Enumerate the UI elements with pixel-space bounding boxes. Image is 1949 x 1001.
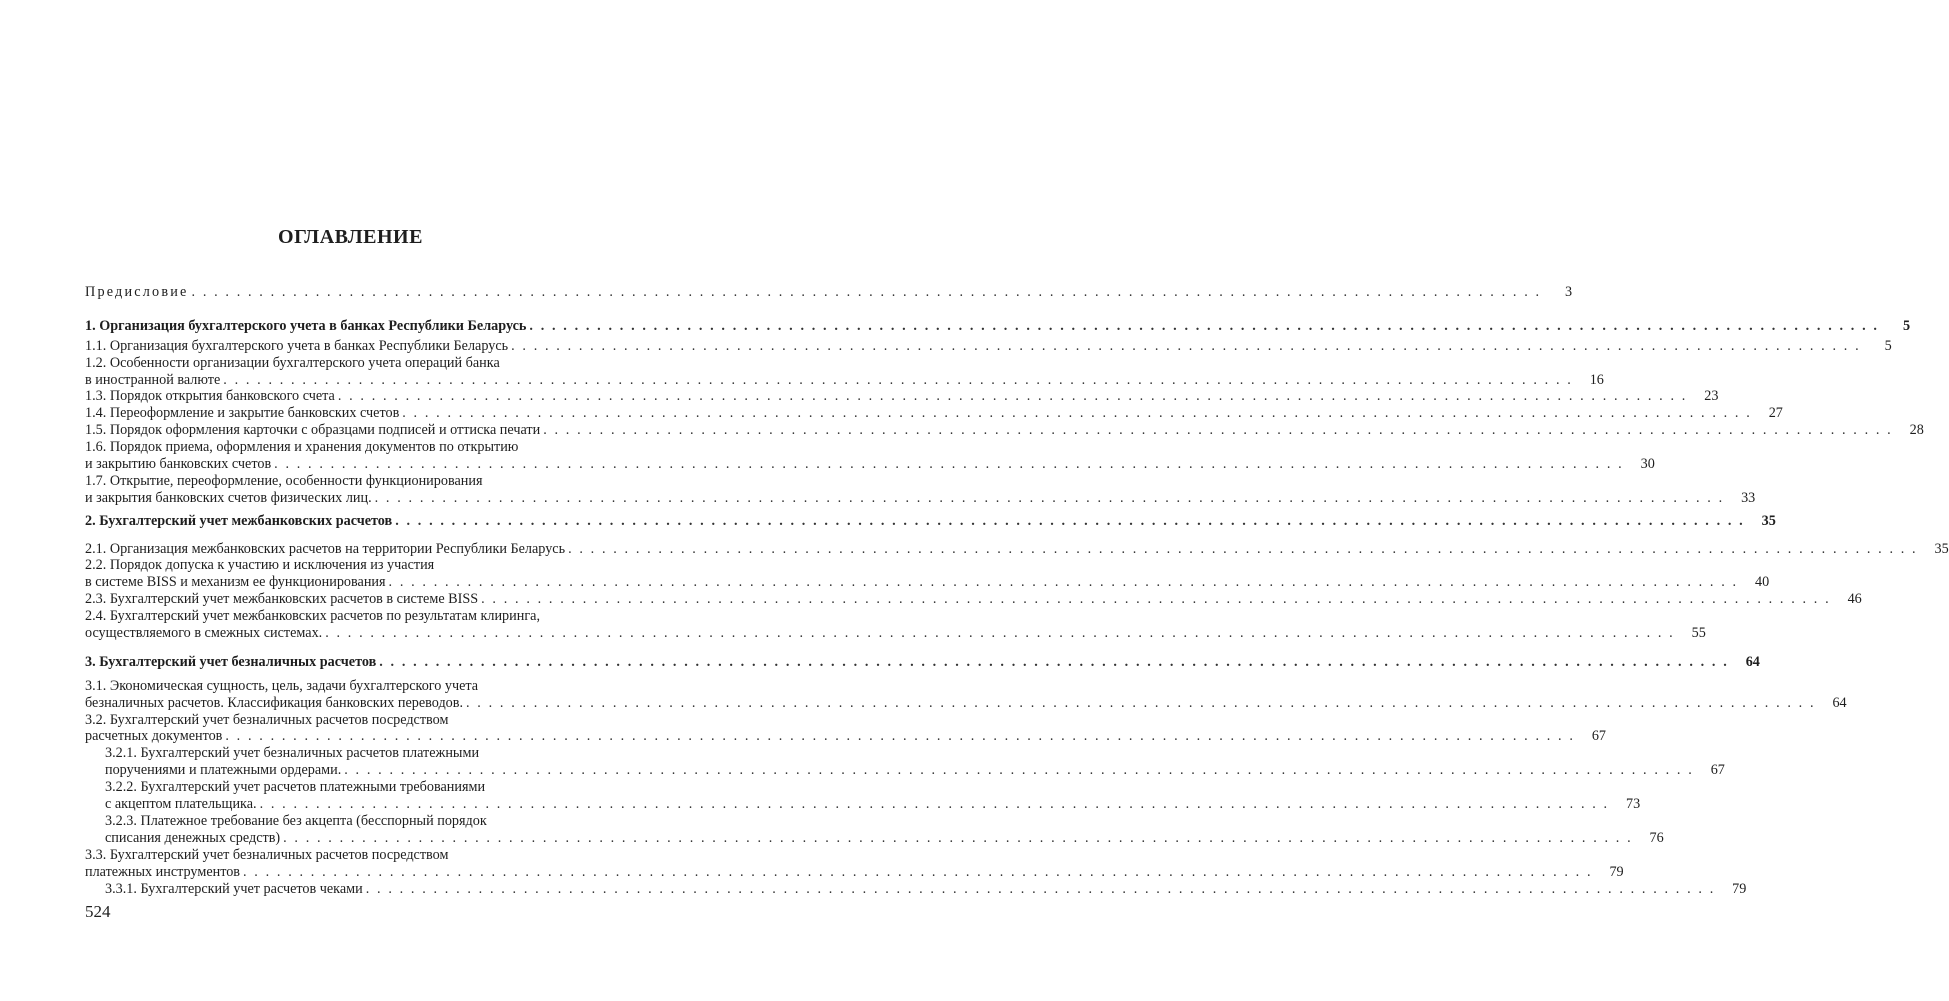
page-title: ОГЛАВЛЕНИЕ — [278, 226, 423, 248]
toc-entry[interactable] — [85, 779, 1641, 813]
toc-entry-title: списания денежных средств) — [105, 829, 281, 846]
dot-leader: . . . . . . . . . . . . . . . . . . . . . . . . . . . . . . . . . . . . . . . . . . . . . . . . . . . . . . . . . . . . . . . . . . . . . . . . . . . . . . . . . . . . . . . . . . . . . . . . . . . . . . . . . . . . . . . . . . . . . . . . — [344, 762, 1694, 779]
toc-page-number: 64 — [1745, 653, 1760, 670]
dot-leader: . . . . . . . . . . . . . . . . . . . . . . . . . . . . . . . . . . . . . . . . . . . . . . . . . . . . . . . . . . . . . . . . . . . . . . . . . . . . . . . . . . . . . . . . . . . . . . . . . . . . . . . . . . . . . . . . . . . . . . . . — [466, 694, 1816, 711]
toc-entry-title: с акцептом плательщика. — [105, 796, 257, 813]
toc-page-number: 67 — [1710, 762, 1725, 779]
toc-entry-title: платежных инструментов — [85, 863, 241, 880]
toc-page-number: 64 — [1832, 694, 1847, 711]
dot-leader: . . . . . . . . . . . . . . . . . . . . . . . . . . . . . . . . . . . . . . . . . . . . . . . . . . . . . . . . . . . . . . . . . . . . . . . . . . . . . . . . . . . . . . . . . . . . . . . . . . . . . . . . . . . . . . . . . . . . . . . . — [379, 653, 1729, 670]
dot-leader: . . . . . . . . . . . . . . . . . . . . . . . . . . . . . . . . . . . . . . . . . . . . . . . . . . . . . . . . . . . . . . . . . . . . . . . . . . . . . . . . . . . . . . . . . . . . . . . . . . . . . . . . . . . . . . . . . . . . . . . . — [395, 512, 1745, 529]
toc-entry[interactable] — [85, 337, 1892, 355]
toc-entry[interactable] — [85, 354, 1604, 389]
toc-page-number: 23 — [1704, 388, 1719, 405]
dot-leader: . . . . . . . . . . . . . . . . . . . . . . . . . . . . . . . . . . . . . . . . . . . . . . . . . . . . . . . . . . . . . . . . . . . . . . . . . . . . . . . . . . . . . . . . . . . . . . . . . . . . . . . . . . . . . . . . . . . . . . . . — [543, 422, 1893, 439]
toc-entry[interactable] — [85, 677, 1847, 712]
toc-entry-title: осуществляемого в смежных системах. — [85, 625, 323, 642]
toc-entry-title: 3.2. Бухгалтерский учет безналичных расчетов посредством — [85, 711, 449, 728]
toc-entry-title: и закрытию банковских счетов — [85, 456, 272, 473]
toc-entry-title: 1.7. Открытие, переоформление, особенности функционирования — [85, 472, 483, 489]
dot-leader: . . . . . . . . . . . . . . . . . . . . . . . . . . . . . . . . . . . . . . . . . . . . . . . . . . . . . . . . . . . . . . . . . . . . . . . . . . . . . . . . . . . . . . . . . . . . . . . . . . . . . . . . . . . . . . . . . . . . . . . . — [223, 371, 1573, 388]
toc-entry-title: 3.2.2. Бухгалтерский учет расчетов платежными требованиями — [105, 779, 486, 796]
toc-entry-title: 1.6. Порядок приема, оформления и хранения документов по открытию — [85, 439, 519, 456]
toc-entry[interactable] — [85, 846, 1624, 881]
toc-page-number: 67 — [1591, 728, 1606, 745]
toc-entry[interactable] — [85, 439, 1655, 473]
dot-leader: . . . . . . . . . . . . . . . . . . . . . . . . . . . . . . . . . . . . . . . . . . . . . . . . . . . . . . . . . . . . . . . . . . . . . . . . . . . . . . . . . . . . . . . . . . . . . . . . . . . . . . . . . . . . . . . . . . . . . . . . — [374, 489, 1725, 506]
toc-page-number: 79 — [1732, 880, 1747, 897]
toc-entry-title: 1. Организация бухгалтерского учета в банках Республики Беларусь — [85, 317, 527, 334]
toc-entry[interactable] — [85, 284, 1573, 301]
toc-page-number: 5 — [1884, 337, 1892, 354]
toc-entry[interactable] — [85, 405, 1783, 422]
toc-entry[interactable] — [85, 591, 1862, 608]
page-number: 524 — [85, 902, 111, 921]
toc-page-number: 16 — [1589, 371, 1604, 388]
dot-leader: . . . . . . . . . . . . . . . . . . . . . . . . . . . . . . . . . . . . . . . . . . . . . . . . . . . . . . . . . . . . . . . . . . . . . . . . . . . . . . . . . . . . . . . . . . . . . . . . . . . . . . . . . . . . . . . . . . . . . . . . — [511, 337, 1861, 354]
table-of-contents — [85, 284, 1949, 897]
toc-entry-title: 1.3. Порядок открытия банковского счета — [85, 388, 335, 405]
toc-entry-title: 2.3. Бухгалтерский учет межбанковских расчетов в системе BISS — [85, 591, 479, 608]
toc-entry-title: и закрытия банковских счетов физических лиц. — [85, 489, 372, 506]
toc-entry[interactable] — [85, 711, 1606, 746]
toc-entry[interactable] — [85, 812, 1664, 847]
toc-entry-title: 3. Бухгалтерский учет безналичных расчетов — [85, 653, 377, 670]
toc-page-number: 40 — [1754, 574, 1770, 591]
toc-entry-title: поручениями и платежными ордерами. — [105, 762, 342, 779]
toc-entry-title: Предисловие — [85, 284, 189, 300]
toc-entry-title: в системе BISS и механизм ее функционирования — [85, 574, 386, 591]
toc-page-number: 33 — [1741, 489, 1756, 506]
toc-page-number: 35 — [1934, 540, 1949, 557]
toc-entry[interactable] — [85, 540, 1949, 558]
toc-entry[interactable] — [85, 557, 1770, 591]
toc-page-number: 3 — [1565, 284, 1573, 300]
toc-entry-title: 3.3. Бухгалтерский учет безналичных расчетов посредством — [85, 846, 449, 863]
dot-leader: . . . . . . . . . . . . . . . . . . . . . . . . . . . . . . . . . . . . . . . . . . . . . . . . . . . . . . . . . . . . . . . . . . . . . . . . . . . . . . . . . . . . . . . . . . . . . . . . . . . . . . . . . . . . . . . . . . . . . . . . — [243, 863, 1593, 880]
toc-page-number: 35 — [1761, 512, 1776, 529]
toc-page-number: 27 — [1768, 405, 1783, 422]
toc-page-number: 30 — [1640, 456, 1655, 473]
dot-leader: . . . . . . . . . . . . . . . . . . . . . . . . . . . . . . . . . . . . . . . . . . . . . . . . . . . . . . . . . . . . . . . . . . . . . . . . . . . . . . . . . . . . . . . . . . . . . . . . . . . . . . . . . . . . . . . . . . . . . . . . — [402, 405, 1752, 422]
toc-page-number: 73 — [1626, 796, 1641, 813]
toc-page-number: 28 — [1909, 422, 1924, 439]
toc-entry[interactable] — [85, 880, 1747, 898]
dot-leader: . . . . . . . . . . . . . . . . . . . . . . . . . . . . . . . . . . . . . . . . . . . . . . . . . . . . . . . . . . . . . . . . . . . . . . . . . . . . . . . . . . . . . . . . . . . . . . . . . . . . . . . . . . . . . . . . . . . . . . . . — [388, 574, 1739, 591]
toc-entry-title: 1.2. Особенности организации бухгалтерского учета операций банка — [85, 354, 500, 371]
dot-leader: . . . . . . . . . . . . . . . . . . . . . . . . . . . . . . . . . . . . . . . . . . . . . . . . . . . . . . . . . . . . . . . . . . . . . . . . . . . . . . . . . . . . . . . . . . . . . . . . . . . . . . . . . . . . . . . . . . . . . . . . — [568, 540, 1918, 557]
toc-entry-title: 2.4. Бухгалтерский учет межбанковских расчетов по результатам клиринга, — [85, 608, 540, 625]
toc-entry-title: 3.2.1. Бухгалтерский учет безналичных расчетов платежными — [105, 745, 480, 762]
toc-entry-title: 1.5. Порядок оформления карточки с образцами подписей и оттиска печати — [85, 422, 541, 439]
toc-entry-title: 2.2. Порядок допуска к участию и исключения из участия — [85, 557, 435, 574]
toc-page-number: 55 — [1691, 625, 1706, 642]
toc-entry-title: 3.2.3. Платежное требование без акцепта (бесспорный порядок — [105, 812, 487, 829]
toc-entry[interactable] — [85, 317, 1911, 335]
toc-entry[interactable] — [85, 472, 1756, 507]
dot-leader: . . . . . . . . . . . . . . . . . . . . . . . . . . . . . . . . . . . . . . . . . . . . . . . . . . . . . . . . . . . . . . . . . . . . . . . . . . . . . . . . . . . . . . . . . . . . . . . . . . . . . . . . . . . . . . . . . . . . . . . . — [283, 829, 1633, 846]
dot-leader: . . . . . . . . . . . . . . . . . . . . . . . . . . . . . . . . . . . . . . . . . . . . . . . . . . . . . . . . . . . . . . . . . . . . . . . . . . . . . . . . . . . . . . . . . . . . . . . . . . . . . . . . . . . . . . . . . . . . . . . . — [259, 796, 1610, 813]
toc-entry-title: безналичных расчетов. Классификация банковских переводов. — [85, 694, 464, 711]
toc-entry[interactable] — [85, 388, 1719, 405]
dot-leader: . . . . . . . . . . . . . . . . . . . . . . . . . . . . . . . . . . . . . . . . . . . . . . . . . . . . . . . . . . . . . . . . . . . . . . . . . . . . . . . . . . . . . . . . . . . . . . . . . . . . . . . . . . . . . . . . . . . . . . . . — [274, 456, 1624, 473]
toc-entry-title: 1.4. Переоформление и закрытие банковских счетов — [85, 405, 400, 422]
toc-entry-title: 3.1. Экономическая сущность, цель, задачи бухгалтерского учета — [85, 677, 479, 694]
toc-entry-title: 3.3.1. Бухгалтерский учет расчетов чеками — [105, 880, 363, 897]
toc-entry-title: 2. Бухгалтерский учет межбанковских расчетов — [85, 512, 393, 529]
toc-entry-title: в иностранной валюте — [85, 371, 221, 388]
toc-entry[interactable] — [85, 745, 1725, 779]
dot-leader: . . . . . . . . . . . . . . . . . . . . . . . . . . . . . . . . . . . . . . . . . . . . . . . . . . . . . . . . . . . . . . . . . . . . . . . . . . . . . . . . . . . . . . . . . . . . . . . . . . . . . . . . . . . . . . . . . . . . . . . . — [337, 388, 1688, 405]
toc-entry[interactable] — [85, 512, 1776, 530]
toc-entry[interactable] — [85, 653, 1760, 671]
dot-leader: . . . . . . . . . . . . . . . . . . . . . . . . . . . . . . . . . . . . . . . . . . . . . . . . . . . . . . . . . . . . . . . . . . . . . . . . . . . . . . . . . . . . . . . . . . . . . . . . . . . . . . . . . . . . . . . . . . . . . . . . — [325, 625, 1675, 642]
dot-leader: . . . . . . . . . . . . . . . . . . . . . . . . . . . . . . . . . . . . . . . . . . . . . . . . . . . . . . . . . . . . . . . . . . . . . . . . . . . . . . . . . . . . . . . . . . . . . . . . . . . . . . . . . . . . . . . . . . . . . . . . — [481, 591, 1831, 608]
toc-page-number: 76 — [1649, 829, 1664, 846]
dot-leader: . . . . . . . . . . . . . . . . . . . . . . . . . . . . . . . . . . . . . . . . . . . . . . . . . . . . . . . . . . . . . . . . . . . . . . . . . . . . . . . . . . . . . . . . . . . . . . . . . . . . . . . . . . . . . . . . . . . . . . . . — [365, 880, 1716, 897]
toc-entry-title: 2.1. Организация межбанковских расчетов на территории Республики Беларусь — [85, 540, 566, 557]
toc-page-number: 5 — [1902, 317, 1911, 334]
dot-leader: . . . . . . . . . . . . . . . . . . . . . . . . . . . . . . . . . . . . . . . . . . . . . . . . . . . . . . . . . . . . . . . . . . . . . . . . . . . . . . . . . . . . . . . . . . . . . . . . . . . . . . . . . . . . . . . . . . . . . . . . — [191, 284, 1542, 300]
toc-entry[interactable] — [85, 422, 1924, 439]
toc-entry-title: 1.1. Организация бухгалтерского учета в банках Республики Беларусь — [85, 337, 509, 354]
dot-leader: . . . . . . . . . . . . . . . . . . . . . . . . . . . . . . . . . . . . . . . . . . . . . . . . . . . . . . . . . . . . . . . . . . . . . . . . . . . . . . . . . . . . . . . . . . . . . . . . . . . . . . . . . . . . . . . . . . . . . . . . — [529, 317, 1880, 334]
toc-entry[interactable] — [85, 608, 1706, 642]
toc-entry-title: расчетных документов — [85, 728, 223, 745]
toc-page-number: 46 — [1847, 591, 1862, 608]
dot-leader: . . . . . . . . . . . . . . . . . . . . . . . . . . . . . . . . . . . . . . . . . . . . . . . . . . . . . . . . . . . . . . . . . . . . . . . . . . . . . . . . . . . . . . . . . . . . . . . . . . . . . . . . . . . . . . . . . . . . . . . . — [225, 728, 1575, 745]
toc-page-number: 79 — [1609, 863, 1624, 880]
